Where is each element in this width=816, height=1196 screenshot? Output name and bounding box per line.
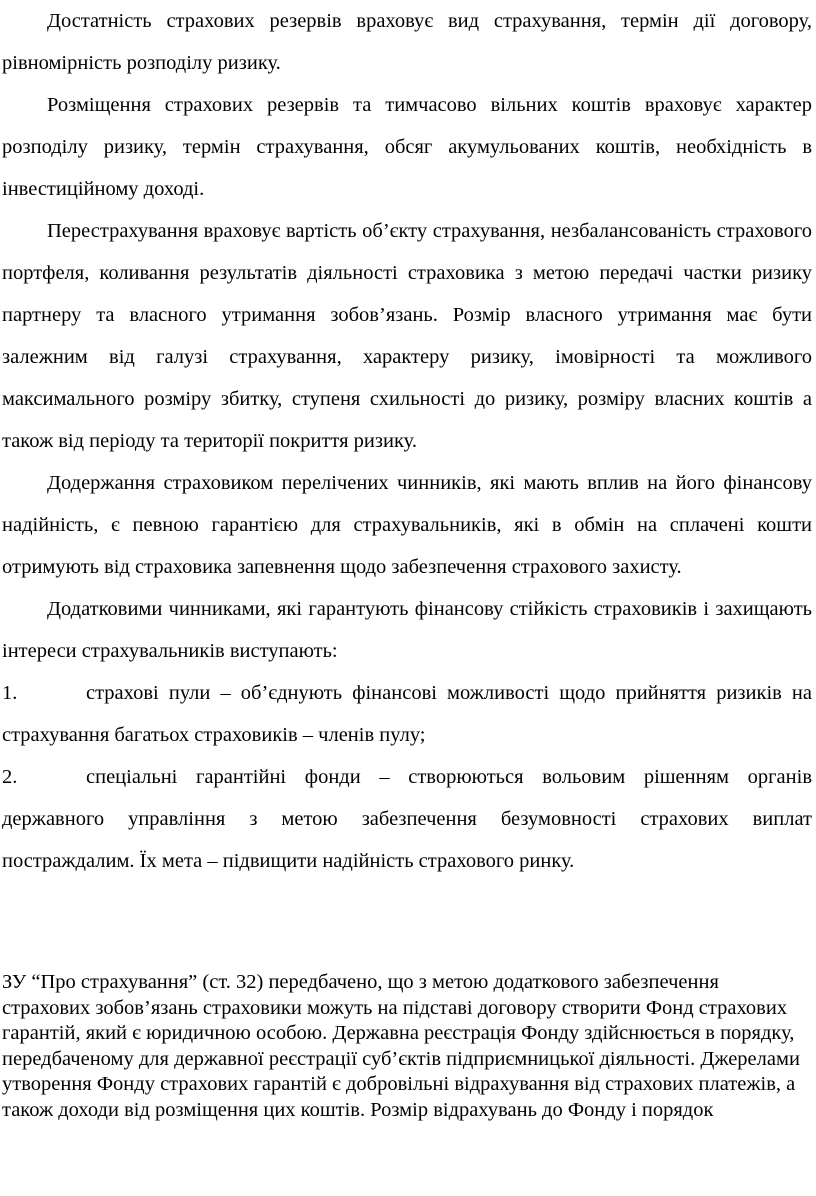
list-item-number: 2. [2,766,18,788]
list-item [2,756,812,882]
list-item-text: страхові пули – об’єднують фінансові можливості щодо прийняття ризиків на страхування багатьох страховиків – членів пулу; [2,682,812,746]
paragraph-insurance-law: ЗУ “Про страхування” (ст. 32) передбачено, що з метою додаткового забезпечення страхових зобов’язань страховики можуть на підставі договору створити Фонд страхових гарантій, який є юридичною особою. Державна реєстрація Фонду здійснюється в порядку, передбаченому для державної реєстрації суб’єктів підприємницької діяльності. Джерелами утворення Фонду страхових гарантій є добровільні відрахування від страхових платежів, а також доходи від розміщення цих коштів. Розмір відрахувань до Фонду і порядок [2,971,800,1121]
list-item [2,672,812,756]
paragraph-additional-factors: Додатковими чинниками, які гарантують фінансову стійкість страховиків і захищають інтереси страхувальників виступають: [2,598,812,662]
list-item-text: спеціальні гарантійні фонди – створюються вольовим рішенням органів державного управління з метою забезпечення безумовності страхових виплат постраждалим. Їх мета – підвищити надійність страхового ринку. [2,766,812,872]
paragraph-reserves-placement: Розміщення страхових резервів та тимчасово вільних коштів враховує характер розподілу ризику, термін страхування, обсяг акумульованих коштів, необхідність в інвестиційному доході. [2,94,812,200]
paragraph-reinsurance: Перестрахування враховує вартість об’єкту страхування, незбалансованість страхового портфеля, коливання результатів діяльності страховика з метою передачі частки ризику партнеру та власного утримання зобов’язань. Розмір власного утримання має бути залежним від галузі страхування, характеру ризику, імовірності та можливого максимального розміру збитку, ступеня схильності до ризику, розміру власних коштів а також від періоду та території покриття ризику. [2,220,812,452]
document-body [2,0,812,882]
list-item-number: 1. [2,682,18,704]
paragraph-compliance: Додержання страховиком перелічених чинників, які мають вплив на його фінансову надійність, є певною гарантією для страхувальників, які в обмін на сплачені кошти отримують від страховика запевнення щодо забезпечення страхового захисту. [2,472,812,578]
paragraph-reserves-sufficiency: Достатність страхових резервів враховує вид страхування, термін дії договору, рівномірність розподілу ризику. [2,10,812,74]
